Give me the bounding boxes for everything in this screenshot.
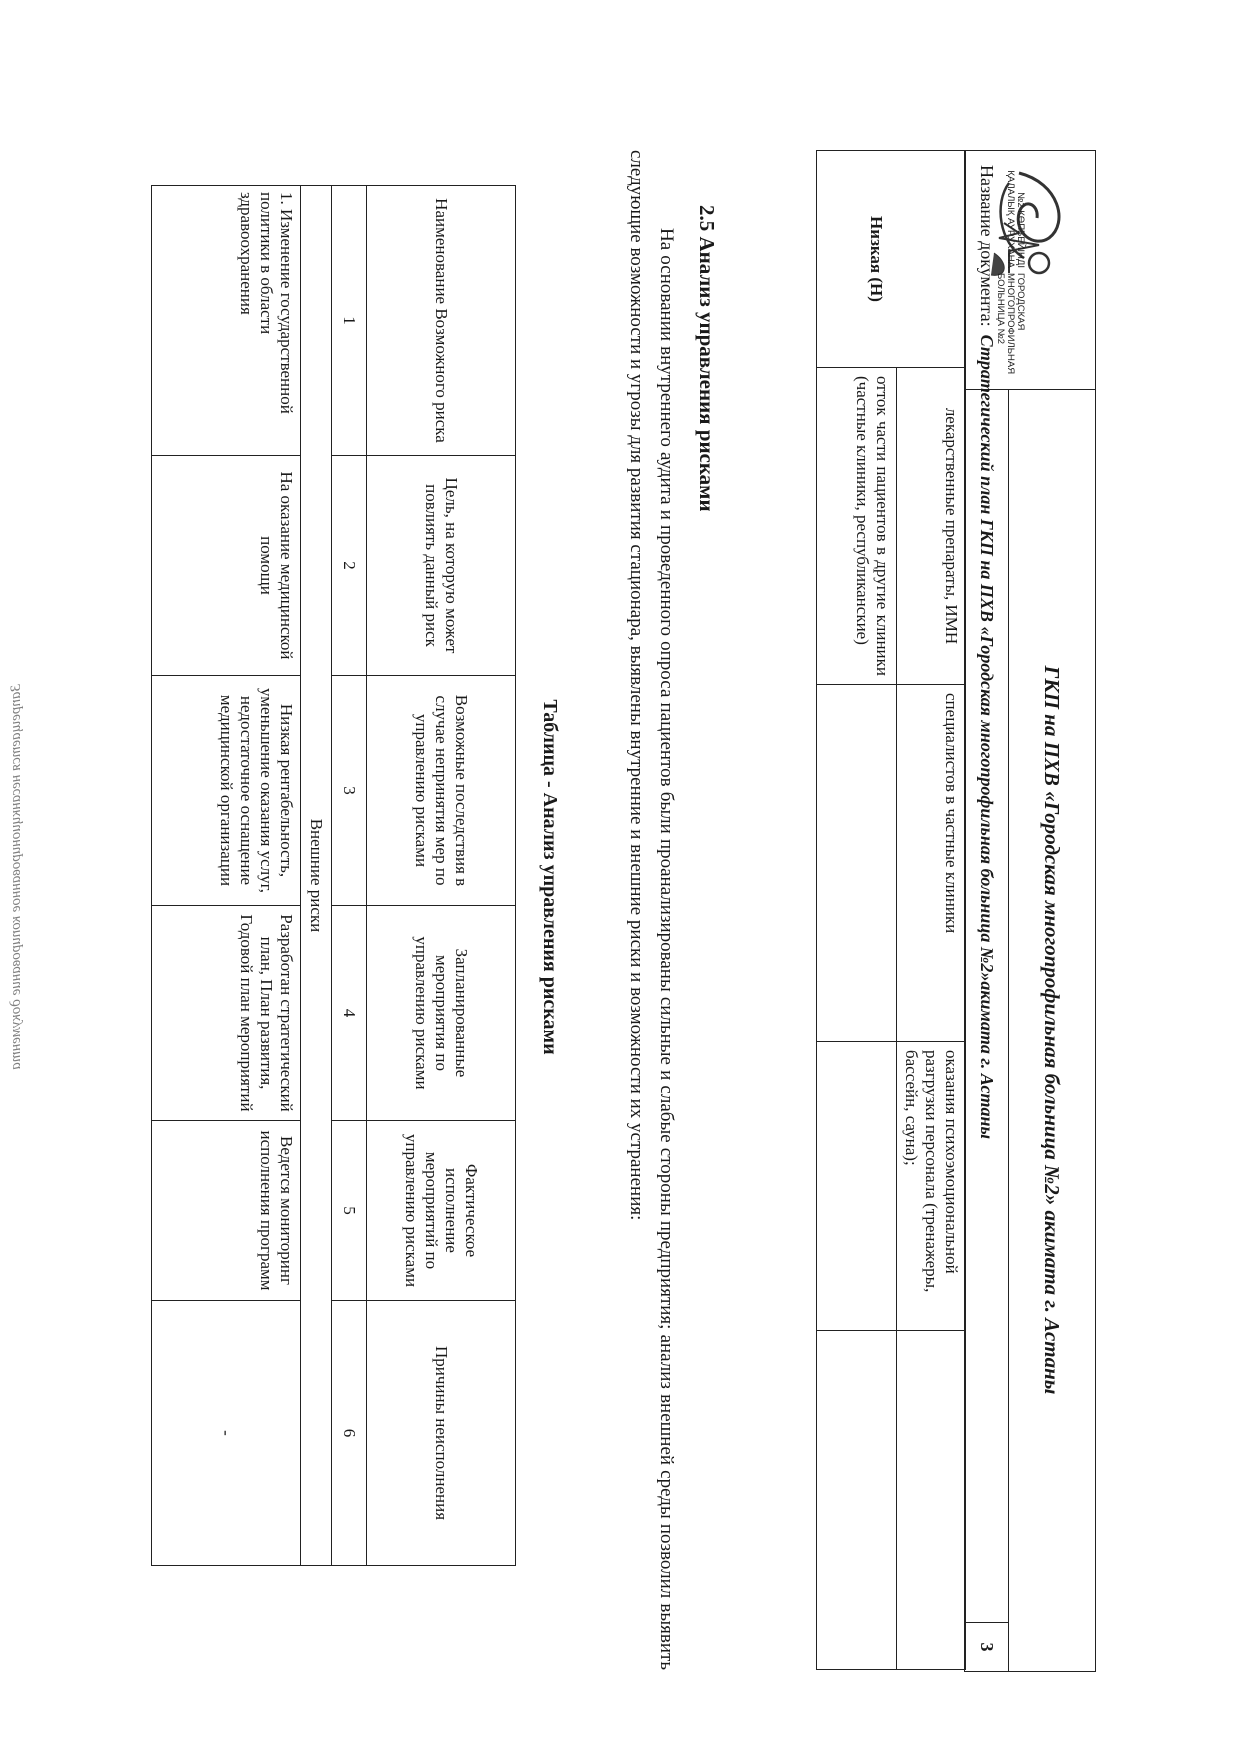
- column-header: Причины неисполнения: [367, 1301, 516, 1566]
- document-name-row: [965, 151, 1009, 1623]
- column-header: Запланированные мероприятия по управлению рисками: [367, 906, 516, 1121]
- continuation-table: [816, 150, 966, 1670]
- risk-table: [151, 185, 516, 1566]
- document-name-label: Название документа:: [977, 165, 998, 327]
- column-number: 6: [332, 1301, 367, 1566]
- table-cell: Ведется мониторинг исполнения программ: [152, 1121, 301, 1301]
- column-header: Цель, на которую может повлиять данный риск: [367, 456, 516, 676]
- table-cell: специалистов в частные клиники: [897, 685, 966, 1042]
- group-label: Внешние риски: [301, 186, 332, 1566]
- paragraph-text: На основании внутреннего аудита и проведенного опроса пациентов были проанализированы сильные и слабые стороны предприятия; анализ внешней среды позволил выявить следующие возможности и угрозы для развития стационара, выявлены внутренние и внешние риски и возможности их устранения:: [626, 150, 677, 1670]
- table-cell: [897, 1331, 966, 1670]
- table-cell: лекарственные препараты, ИМН: [897, 368, 966, 685]
- table-row: [897, 151, 966, 1670]
- section-paragraph: [621, 150, 681, 1670]
- table-caption: Таблица - Анализ управления рисками: [539, 699, 561, 1055]
- column-header: Фактическое исполнение мероприятий по управлению рисками: [367, 1121, 516, 1301]
- table-cell: отток части пациентов в другие клиники (частные клиники, республиканские): [817, 368, 897, 685]
- table-cell: оказания психоэмоциональной разгрузки персонала (тренажеры, бассейн, сауна);: [897, 1042, 966, 1331]
- section-title: 2.5 Анализ управления рисками: [695, 205, 719, 512]
- column-number: 2: [332, 456, 367, 676]
- document-name-value: Стратегический план ГКП на ПХВ «Городская многопрофильная больница №2»акимата г. Астаны: [977, 334, 998, 1139]
- table-cell: Низкая рентабельность, уменьшение оказания услуг, недостаточное оснащение медицинской организации: [152, 676, 301, 906]
- table-cell: [817, 685, 897, 1042]
- column-number: 5: [332, 1121, 367, 1301]
- footer-notice: Запрещается несанкционированное копирование документа: [8, 684, 24, 1070]
- table-cell: На оказание медицинской помощи: [152, 456, 301, 676]
- table-cell: -: [152, 1301, 301, 1566]
- column-number: 4: [332, 906, 367, 1121]
- column-number: 1: [332, 186, 367, 456]
- table-cell: 1. Изменение государственной политики в области здравоохранения: [152, 186, 301, 456]
- column-number: 3: [332, 676, 367, 906]
- organization-name: ГКП на ПХВ «Городская многопрофильная больница №2» акимата г. Астаны: [1008, 389, 1095, 1671]
- risk-level: Низкая (Н): [817, 151, 897, 368]
- table-row: [817, 151, 897, 1670]
- table-row: [152, 186, 301, 1566]
- logo-text-ru: ГОРОДСКАЯ МНОГОПРОФИЛЬНАЯ БОЛЬНИЦА №2: [995, 273, 1026, 375]
- column-number-row: [332, 186, 367, 1566]
- group-row: [301, 186, 332, 1566]
- logo-text-kz: №2 КӨПБЕЙІНДІ ҚАЛАЛЫҚ АУРУХАНА: [1005, 170, 1026, 268]
- table-cell: [897, 151, 966, 368]
- document-header: [964, 150, 1096, 1672]
- page-number: 3: [965, 1622, 1009, 1671]
- table-cell: Разработан стратегический план, План развития, Годовой план мероприятий: [152, 906, 301, 1121]
- column-header: Возможные последствия в случае непринятия мер по управлению рисками: [367, 676, 516, 906]
- column-header: Наименование Возможного риска: [367, 186, 516, 456]
- table-cell: [817, 1042, 897, 1331]
- table-header-row: [367, 186, 516, 1566]
- table-cell: [817, 1331, 897, 1670]
